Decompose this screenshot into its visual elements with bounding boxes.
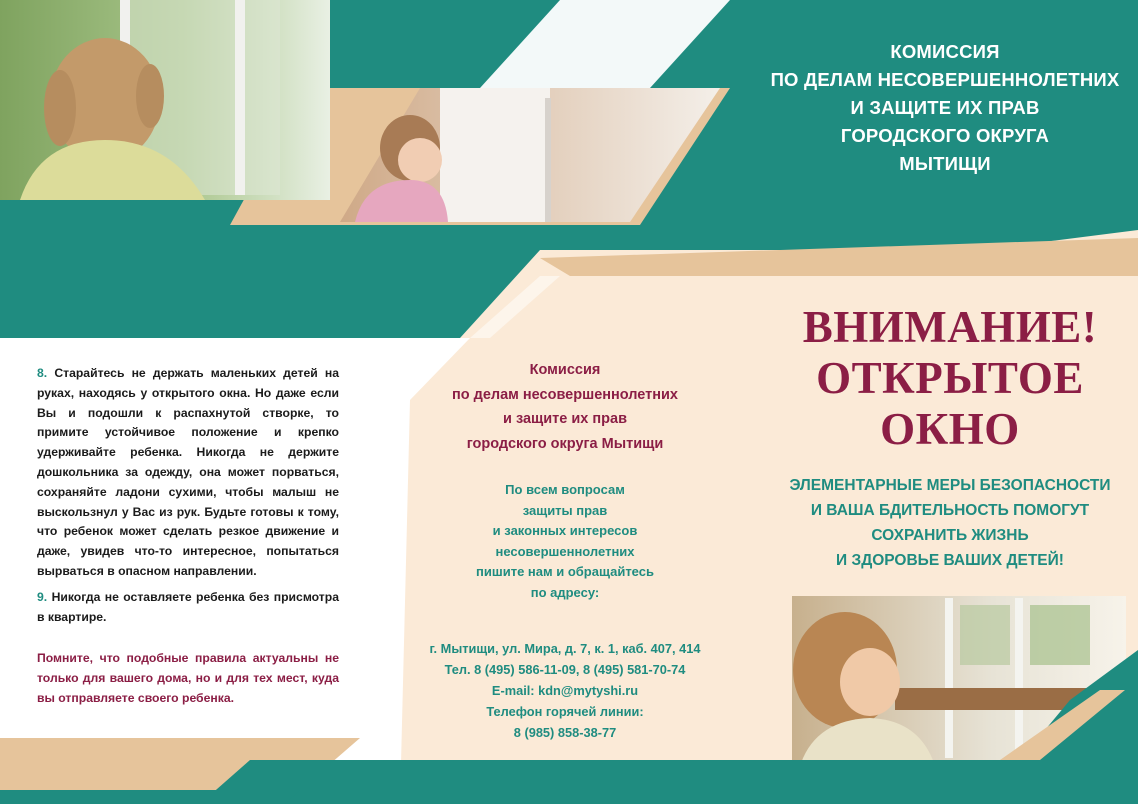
hotline-label: Телефон горячей линии: [486,704,644,719]
subhead-line: И ВАША БДИТЕЛЬНОСТЬ ПОМОГУТ [810,502,1090,519]
header-line: И ЗАЩИТЕ ИХ ПРАВ [850,97,1040,118]
rule-text: Старайтесь не держать маленьких детей на руках, находясь у открытого окна. Но даже если Вы и подошли к распахнутой створке, то примите устойчивое положение и крепко удерживайте ребенка. Никогда не держите дошкольника за одежду, она может порваться, сохраняйте ладони сухими, чтобы малыш не выскользнул у Вас из рук. Будьте готовы к тому, что ребенок может сделать резкое движение и даже, увидев что-то интересное, попытаться вырваться в опасном направлении. [37,366,340,578]
title-line: городского округа Мытищи [466,435,664,452]
header-line: ГОРОДСКОГО ОКРУГА [840,125,1050,146]
invitation-line: и законных интересов [492,523,638,538]
invitation-line: По всем вопросам [505,482,625,497]
header-line: МЫТИЩИ [899,153,991,174]
header-line: КОМИССИЯ [890,41,1000,62]
title-line: по делам несовершеннолетних [451,386,679,403]
commission-title-header [760,38,1130,178]
invitation-line: несовершеннолетних [495,543,635,559]
subhead-line: СОХРАНИТЬ ЖИЗНЬ [871,527,1029,544]
reminder-note: Помните, что подобные правила актуальны не только для вашего дома, но и для тех мест, куда вы отправляете своего ребенка. [37,651,339,705]
title-line: и защите их прав [503,411,627,427]
commission-title-middle [410,358,720,456]
invitation-line: по адресу: [530,584,600,600]
invitation-line: защиты прав [522,502,608,518]
girl-with-pigtails-at-window-photo [0,0,330,200]
rule-item [37,588,339,628]
headline-line: ВНИМАНИЕ! [802,302,1098,352]
phone-line: Тел. 8 (495) 586-11-09, 8 (495) 581-70-74 [444,662,686,677]
rule-number: 9. [37,589,48,604]
rule-text: Никогда не оставляете ребенка без присмотра в квартире. [37,589,340,624]
contact-invitation [410,480,720,603]
headline-line: ОТКРЫТОЕ [816,353,1084,403]
subhead-line: ЭЛЕМЕНТАРНЫЕ МЕРЫ БЕЗОПАСНОСТИ [789,477,1111,494]
headline-line: ОКНО [880,404,1020,454]
hotline-number: 8 (985) 858-38-77 [513,725,617,740]
email-line: E-mail: kdn@mytyshi.ru [491,683,639,698]
address-line: г. Мытищи, ул. Мира, д. 7, к. 1, каб. 407, 414 [429,641,701,656]
rule-number: 8. [37,366,48,380]
header-line: ПО ДЕЛАМ НЕСОВЕРШЕННОЛЕТНИХ [770,69,1120,90]
safety-subheading [770,473,1130,573]
safety-rules-column [37,364,339,715]
warning-headline [770,302,1130,455]
title-line: Комиссия [529,362,601,378]
invitation-line: пишите нам и обращайтесь [476,564,654,579]
subhead-line: И ЗДОРОВЬЕ ВАШИХ ДЕТЕЙ! [836,552,1064,569]
contact-details [400,638,730,743]
rule-item [37,364,339,582]
